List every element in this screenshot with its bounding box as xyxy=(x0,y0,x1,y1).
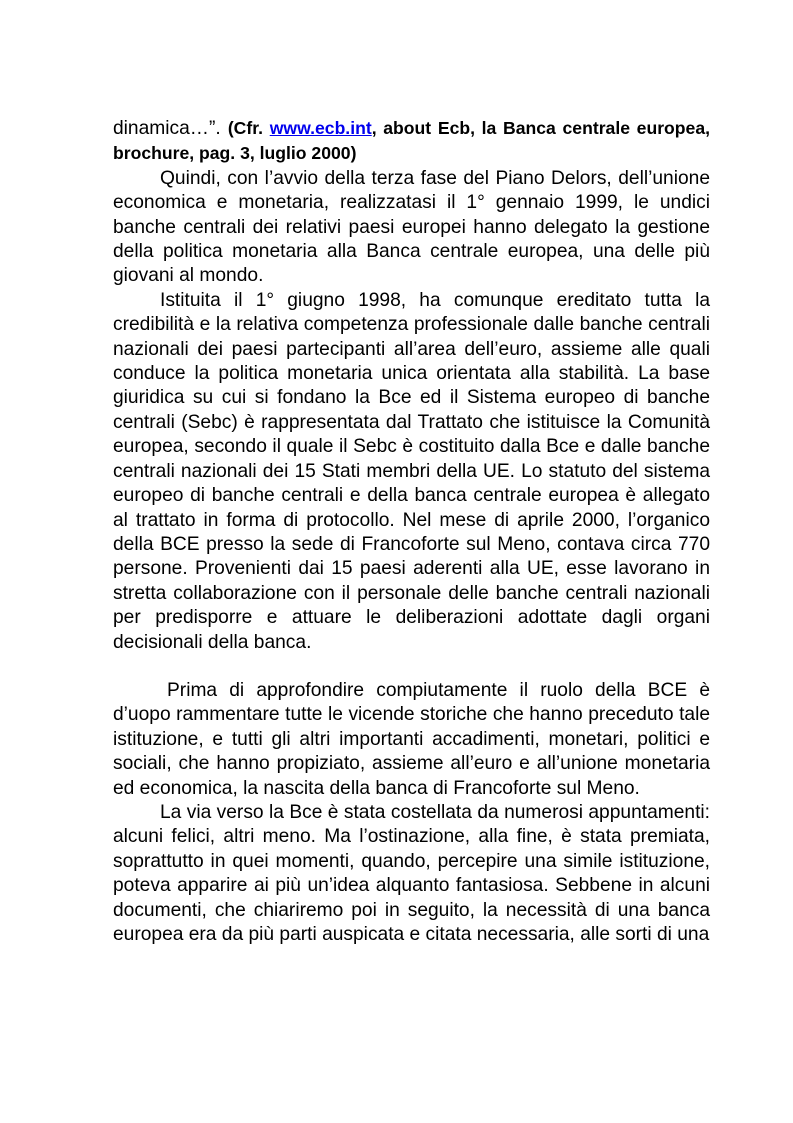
paragraph-citation xyxy=(113,116,710,167)
citation-rest: , about Ecb, la Banca centrale europea, brochure, pag. 3, luglio 2000) xyxy=(113,118,711,164)
paragraph-spacer xyxy=(113,655,710,679)
paragraph-terza-fase: Quindi, con l’avvio della terza fase del Piano Delors, dell’unione economica e monetaria, realizzatasi il 1° gennaio 1999, le undici banche centrali dei relativi paesi europei hanno delegato la gestione della politica monetaria alla Banca centrale europea, una delle più giovani al mondo. xyxy=(113,167,710,287)
citation-open: (Cfr. xyxy=(227,118,270,138)
paragraph-via-verso-bce: La via verso la Bce è stata costellata da numerosi appuntamenti: alcuni felici, altri meno. Ma l’ostinazione, alla fine, è stata premiata, soprattutto in quei momenti, quando, percepire una simile istituzione, poteva apparire ai più un’idea alquanto fantasiosa. Sebbene in alcuni documenti, che chiariremo poi in seguito, la necessità di una banca europea era da più parti auspicata e citata necessaria, alle sorti di una xyxy=(113,801,710,945)
paragraph-lead-text: dinamica…”. xyxy=(113,118,228,139)
document-page xyxy=(113,116,710,947)
ecb-link[interactable]: www.ecb.int xyxy=(269,118,372,138)
paragraph-istituita: Istituita il 1° giugno 1998, ha comunque ereditato tutta la credibilità e la relativa competenza professionale dalle banche centrali nazionali dei paesi partecipanti all’area dell’euro, assieme alle quali conduce la politica monetaria unica orientata alla stabilità. La base giuridica su cui si fondano la Bce ed il Sistema europeo di banche centrali (Sebc) è rappresentata dal Trattato che istituisce la Comunità europea, secondo il quale il Sebc è costituito dalla Bce e dalle banche centrali nazionali dei 15 Stati membri della UE. Lo statuto del sistema europeo di banche centrali e della banca centrale europea è allegato al trattato in forma di protocollo. Nel mese di aprile 2000, l’organico della BCE presso la sede di Francoforte sul Meno, contava circa 770 persone. Provenienti dai 15 paesi aderenti alla UE, esse lavorano in stretta collaborazione con il personale delle banche centrali nazionali per predisporre e attuare le deliberazioni adottate dagli organi decisionali della banca. xyxy=(113,289,710,653)
paragraph-approfondire: Prima di approfondire compiutamente il ruolo della BCE è d’uopo rammentare tutte le vicende storiche che hanno preceduto tale istituzione, e tutti gli altri importanti accadimenti, monetari, politici e sociali, che hanno propiziato, assieme all’euro e all’unione monetaria ed economica, la nascita della banca di Francoforte sul Meno. xyxy=(113,679,710,799)
